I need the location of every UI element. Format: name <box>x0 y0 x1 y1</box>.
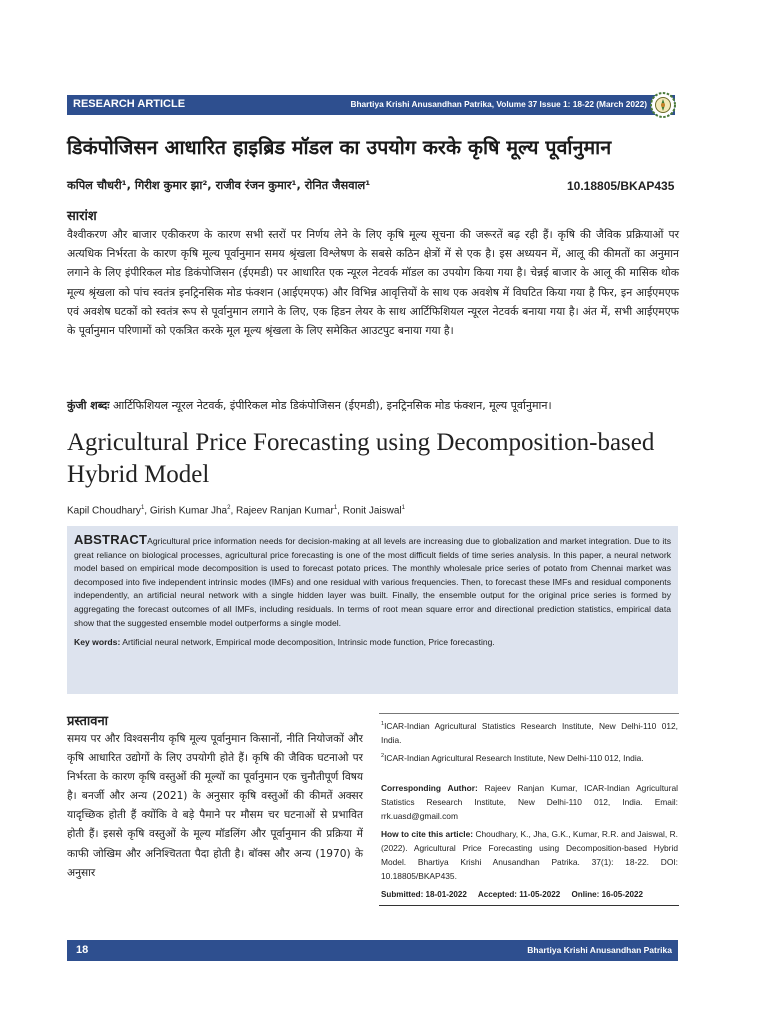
author-affiliation-sup: 1 <box>140 505 145 511</box>
english-abstract <box>74 533 671 630</box>
page-number: 18 <box>76 944 89 956</box>
affiliation-divider <box>379 713 679 714</box>
corresponding-author <box>381 781 678 823</box>
footer-journal-name: Bhartiya Krishi Anusandhan Patrika <box>527 945 672 955</box>
author-separator: , <box>230 505 236 517</box>
english-title: Agricultural Price Forecasting using Decomposition-based Hybrid Model <box>67 429 655 488</box>
hindi-abstract-heading: सारांश <box>67 209 97 224</box>
hindi-keywords-label: कुंजी शब्दः <box>67 399 110 412</box>
online-date: Online: 16-05-2022 <box>571 890 643 899</box>
keywords-label: Key words: <box>74 637 121 648</box>
cite-label: How to cite this article: <box>381 829 474 839</box>
dates-line <box>381 890 678 899</box>
abstract-box <box>67 526 678 694</box>
affiliation-text: ICAR-Indian Agricultural Statistics Research Institute, New Delhi-110 012, India. <box>381 720 678 745</box>
cite-text: Choudhary, K., Jha, G.K., Kumar, R.R. and Jaiswal, R. (2022). Agricultural Price Forecasting using Decomposition-based Hybrid Model. Bhartiya Krishi Anusandhan Patrika. 37(1): 18-22. DOI: 10.18805/BKAP435. <box>381 829 679 881</box>
submitted-date: Submitted: 18-01-2022 <box>381 890 467 899</box>
english-authors <box>67 505 405 516</box>
hindi-abstract: वैश्वीकरण और बाजार एकीकरण के कारण सभी स्तरों पर निर्णय लेने के लिए कृषि मूल्य सूचना की जरूरतें बढ़ रही हैं। कृषि की जैविक प्रक्रियाओं पर अत्यधिक निर्भरता के कारण कृषि मूल्य पूर्वानुमान समय श्रृंखला विश्लेषण के सबसे कठिन क्षेत्रों में से एक है। इस अध्ययन में, आलू की कीमतों का अनुमान लगाने के लिए इंपीरिकल मोड डिकंपोजिसन (ईएमडी) पर आधारित एक न्यूरल नेटवर्क मॉडल का उपयोग किया गया है। चेन्नई बाजार के आलू की मासिक थोक मूल्य श्रृंखला को पांच स्वतंत्र इनट्रिनसिक मोड फंक्शन (आईएमएफ) और विभिन्न आवृत्तियों के साथ एक अवशेष में विघटित किया गया है फिर, इन आईएमएफ एवं अवशेष घटकों को स्वतंत्र रूप से पूर्वानुमान लगाने के लिए, एक हिडन लेयर के साथ आर्टिफिशियल न्यूरल नेटवर्क बनाया गया है। अंत में, सभी आईएमएफ के पूर्वानुमान परिणामों को एकत्रित करके मूल मूल्य श्रृंखला के लिए समेकित आउटपुट बनाया गया है। <box>67 228 679 338</box>
author-name: Girish Kumar Jha <box>149 505 228 517</box>
header-bar <box>67 95 675 115</box>
author-separator: , <box>337 505 343 517</box>
author-affiliation-sup: 1 <box>333 505 338 511</box>
affiliation-text: ICAR-Indian Agricultural Research Institute, New Delhi-110 012, India. <box>384 752 644 763</box>
affiliation-1 <box>381 717 678 747</box>
citation <box>381 827 678 883</box>
journal-emblem-icon <box>649 91 677 119</box>
introduction-text: समय पर और विश्वसनीय कृषि मूल्य पूर्वानुमान किसानों, नीति नियोजकों और कृषि आधारित उद्योगों के लिए उपयोगी होते हैं। कृषि की जैविक घटनाओ पर निर्भरता के कारण कृषि वस्तुओं की मूल्यों का पूर्वानुमान एक चुनौतीपूर्ण विषय है। बनर्जी और अन्य (2021) के अनुसार कृषि वस्तुओं की कीमतें अक्सर यादृच्छिक होती हैं क्योंकि वे बड़े पैमाने पर मौसम चर घटनाओं से प्रभावित होती हैं। इससे कृषि वस्तुओं के मूल्य मॉडलिंग और पूर्वानुमान की प्रक्रिया में काफी जोखिम और अनिश्चितता पैदा होती है। बॉक्स और अन्य (1970) के अनुसार <box>67 733 363 879</box>
affiliation-2 <box>381 749 678 765</box>
hindi-keywords <box>67 397 679 415</box>
author-name: Rajeev Ranjan Kumar <box>236 505 334 517</box>
keywords-text: Artificial neural network, Empirical mode decomposition, Intrinsic mode function, Price forecasting. <box>122 637 495 648</box>
journal-info: Bhartiya Krishi Anusandhan Patrika, Volume 37 Issue 1: 18-22 (March 2022) <box>350 99 647 109</box>
corresponding-label: Corresponding Author: <box>381 783 478 793</box>
hindi-title: डिकंपोजिसन आधारित हाइब्रिड मॉडल का उपयोग करके कृषि मूल्य पूर्वानुमान <box>67 136 612 159</box>
author-name: Kapil Choudhary <box>67 505 141 517</box>
abstract-label: ABSTRACT <box>74 532 148 547</box>
footer-bar <box>67 940 678 961</box>
hindi-authors: कपिल चौधरी¹, गिरीश कुमार झा², राजीव रंजन कुमार¹, रोनित जैसवाल¹ <box>67 178 371 192</box>
author-separator: , <box>144 505 150 517</box>
introduction-heading: प्रस्तावना <box>67 714 109 729</box>
author-affiliation-sup: 2 <box>227 505 231 511</box>
affiliation-sup: 1 <box>381 721 385 727</box>
doi: 10.18805/BKAP435 <box>567 179 675 193</box>
english-keywords <box>74 637 671 647</box>
section-label: RESEARCH ARTICLE <box>73 98 186 110</box>
dates-divider <box>379 905 679 906</box>
author-name: Ronit Jaiswal <box>342 505 402 517</box>
author-affiliation-sup: 1 <box>401 505 405 511</box>
affiliation-sup: 2 <box>381 753 385 759</box>
accepted-date: Accepted: 11-05-2022 <box>477 890 561 899</box>
abstract-text: Agricultural price information needs for decision-making at all levels are increasing due to globalization and market integration. Due to its great reliance on biological processes, agricultural price forecasting is one of the most difficult fields of time series analysis. In this paper, a neural network model based on empirical mode decomposition is used to forecast potato prices. The monthly wholesale price series of potato from Chennai market was decomposed into five independent intrinsic modes (IMFs) and one residual with various frequencies. Then, to forecast these IMFs and residual components independently, an artificial neural network with a single hidden layer was built. Finally, the ensemble output for the original price series is formed by aggregating the forecast outcomes of all IMFs, including residuals. In terms of root mean square error and directional prediction statistics, empirical data show that the suggested ensemble model outperforms a single model. <box>74 536 671 628</box>
corresponding-text: Rajeev Ranjan Kumar, ICAR-Indian Agricultural Statistics Research Institute, New Delhi-110 012, India. Email: rrk.uasd@gmail.com <box>381 783 678 821</box>
hindi-keywords-text: आर्टिफिशियल न्यूरल नेटवर्क, इंपीरिकल मोड डिकंपोजिसन (ईएमडी), इनट्रिनसिक मोड फंक्शन, मूल्य पूर्वानुमान। <box>113 399 552 412</box>
